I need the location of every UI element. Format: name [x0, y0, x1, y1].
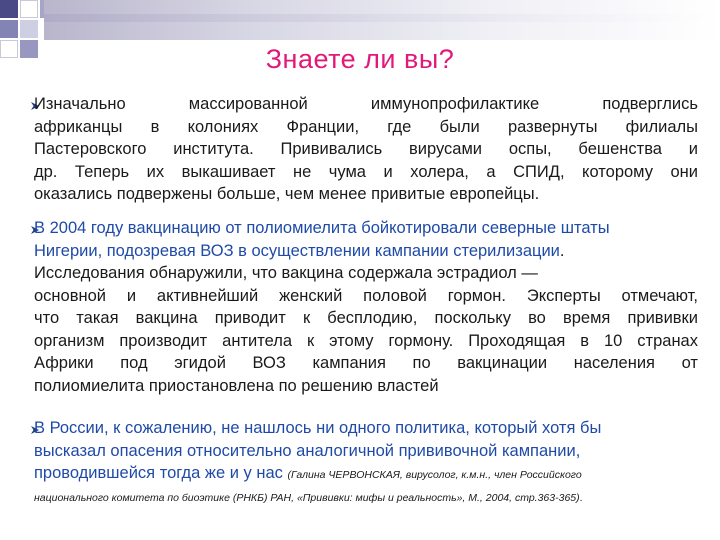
paragraph-line: Изначально массированной иммунопрофилактике подверглись: [34, 95, 698, 113]
paragraph-line: Пастеровского института. Прививались вирусами оспы, бешенства и: [34, 140, 698, 158]
paragraph-line: Африки под эгидой ВОЗ кампания по вакцинации населения от: [34, 354, 698, 372]
paragraph-line: организм производит антитела к этому гормону. Проходящая в 10 странах: [34, 331, 698, 350]
highlighted-line: В 2004 году вакцинацию от полиомиелита бойкотировали северные штаты: [34, 219, 610, 237]
citation: национального комитета по биоэтике (РНКБ) РАН, «Прививки: мифы и реальность», М., 2004, стр.363-365): [34, 491, 580, 504]
paragraph-3: [34, 417, 698, 509]
paragraph-line: полиомиелита приостановлена по решению властей: [34, 376, 439, 395]
paragraph-line: основной и активнейший женский половой гормон. Эксперты отмечают,: [34, 286, 698, 305]
paragraph-1: [34, 93, 698, 206]
paragraph-line: оказались подвержены больше, чем менее привитые европейцы.: [34, 185, 540, 203]
period: .: [579, 491, 583, 504]
highlighted-line: В России, к сожалению, не нашлось ни одного политика, который хотя бы: [34, 419, 602, 437]
slide-title: Знаете ли вы?: [265, 44, 455, 74]
citation: (Галина ЧЕРВОНСКАЯ, вирусолог, к.м.н., член Российского: [287, 469, 582, 481]
highlighted-line: проводившейся тогда же и у нас: [34, 464, 283, 482]
header-band: [44, 0, 720, 40]
paragraph-line: что такая вакцина приводит к бесплодию, поскольку во время прививки: [34, 309, 698, 327]
paragraph-line: Исследования обнаружили, что вакцина содержала эстрадиол —: [34, 264, 538, 282]
period: .: [559, 241, 565, 260]
highlighted-line: высказал опасения относительно аналогичной прививочной кампании,: [34, 441, 581, 460]
paragraph-line: африканцы в колониях Франции, где были развернуты филиалы: [34, 117, 698, 136]
highlighted-line: Нигерии, подозревая ВОЗ в осуществлении кампании стерилизации: [34, 241, 560, 260]
paragraph-2: [34, 217, 698, 397]
paragraph-line: др. Теперь их выкашивает не чума и холера, а СПИД, которому они: [34, 162, 698, 181]
